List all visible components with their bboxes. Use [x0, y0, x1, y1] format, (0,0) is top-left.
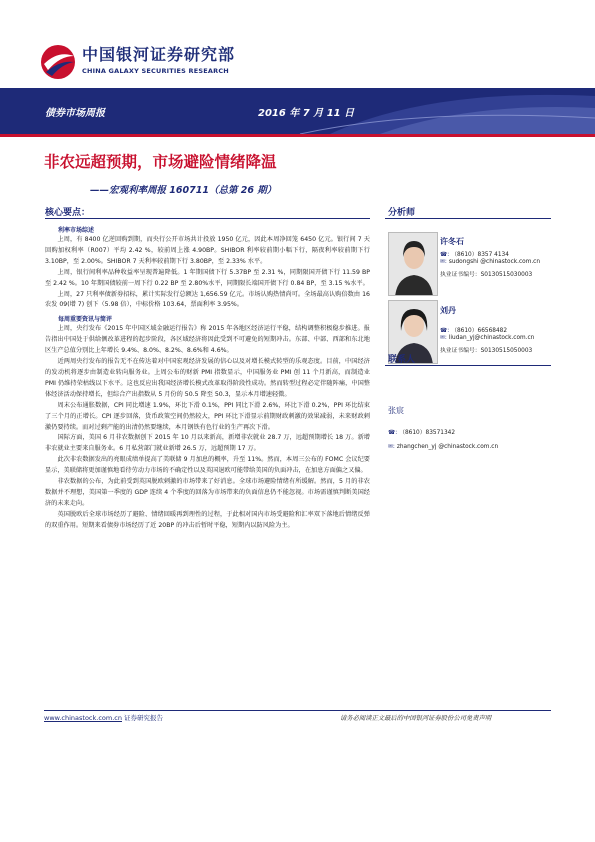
analyst-email[interactable]: ✉: sudongshi @chinastock.com.cn	[440, 259, 541, 265]
galaxy-logo-icon	[38, 42, 78, 82]
analyst-photo	[388, 232, 438, 296]
section-heading: 每周重要资讯与简评	[58, 316, 113, 324]
analyst-cert: 执业证书编号：S0130515050003	[440, 348, 533, 354]
header-red-rule	[0, 134, 595, 137]
report-type: 债券市场周报	[45, 108, 105, 119]
contact-name: 张宸	[388, 406, 404, 415]
email-icon: ✉:	[440, 335, 447, 341]
report-date: 2016 年 7 月 11 日	[258, 108, 355, 119]
analyst-name: 刘丹	[440, 306, 456, 315]
phone-icon: ☎:	[388, 430, 398, 436]
contact-heading: 联系人	[388, 355, 416, 365]
email-icon: ✉:	[388, 444, 395, 450]
analyst-phone: ☎: （8610）66568482	[440, 328, 508, 334]
phone-icon: ☎:	[440, 328, 450, 334]
paragraph: 近两周央行发布的报告无不在传达着对中国宏观经济发展的信心以及对增长模式转型的乐观态度。目前，中国经济的发动机将逐步由制造业转向服务业。上周公布的财新 PMI 指数显示，中国服务业 PMI 创 11 个月新高，而制造业 PMI 仍维持荣枯线以下水平。这也反应出我国经济增长模式改革取得阶段性成功。然而转型过程必定伴随阵痛，中国整体经济活动保持增长，但综合产出指数从 5 月份的 50.5 降至 50.3，显示本月增速轻微。	[45, 358, 370, 398]
paragraph: 非农数据的公布，为此前受到英国脱欧刺激的市场带来了好消息。全球市场避险情绪有所缓解。然而，5 月的非农数据并不理想，美国第一季度的 GDP 连续 4 个季度的回落为市场带来的负面信息仍不能忽视。市场需谨慎判断美国经济的未来走向。	[45, 478, 370, 507]
header-banner	[0, 88, 595, 134]
company-name-en: CHINA GALAXY SECURITIES RESEARCH	[82, 67, 229, 75]
contact-heading-rule	[385, 365, 551, 366]
person-portrait-icon	[389, 233, 438, 296]
company-logo	[38, 40, 298, 88]
footer-rule	[44, 710, 551, 711]
key-points-heading: 核心要点：	[45, 208, 91, 218]
contact-email[interactable]: ✉: zhangchen_yj @chinastock.com.cn	[388, 444, 499, 450]
section-heading: 利率市场综述	[58, 227, 95, 234]
phone-icon: ☎:	[440, 252, 450, 258]
footer-website[interactable]	[44, 713, 163, 722]
analyst-name: 许冬石	[440, 237, 464, 246]
analyst-email[interactable]: ✉: liudan_yj@chinastock.com.cn	[440, 335, 535, 341]
contact-phone: ☎: （8610）83571342	[388, 430, 456, 436]
main-content	[45, 222, 370, 532]
main-heading-rule	[45, 218, 370, 219]
report-title: 非农远超预期，市场避险情绪降温	[44, 153, 277, 171]
paragraph: 周末公布通胀数据，CPI 同比增速 1.9%，环比下滑 0.1%，PPI 同比下滑 2.6%，环比下滑 0.2%，PPI 环比结束了三个月的正增长。CPI 逐步回落，货币政策空间仍然较大，PPI 环比下滑显示前期财政刺激的效果减弱，未来财政刺激仍要持续。而对过剩产能的出清仍然要继续，本月钢铁有色行业的生产再次下滑。	[45, 401, 370, 431]
paragraph: 国际方面，美国 6 月非农数据创下 2015 年 10 月以来新高，新增非农就业 28.7 万，远超预期增长 18 万。新增非农就业主要来自服务业。6 月私营部门就业新增 26.5 万，远超预期 17 万。	[45, 434, 370, 453]
report-subtitle: ——宏观利率周报 160711（总第 26 期）	[90, 185, 277, 196]
analyst-phone: ☎: （8610）8357 4134	[440, 252, 509, 258]
footer-disclaimer: 请务必阅读正文最后的中国银河证券股份公司免责声明	[340, 715, 492, 722]
analyst-cert: 执业证书编号：S0130515030003	[440, 272, 533, 278]
paragraph: 上周，有 8400 亿逆回购到期，而央行公开市场共计投放 1950 亿元，因此本周净回笼 6450 亿元。银行间 7 天回购加权利率（R007）平均 2.42 %，较前周上涨 4.90BP。SHIBOR 利率较前期小幅下行，隔夜利率较前期下行 3.10BP，至 2.00%。SHIBOR 7 天利率较前期下行 3.80BP，至 2.33% 水平。	[45, 236, 370, 265]
email-icon: ✉:	[440, 259, 447, 265]
company-name-cn: 中国银河证券研究部	[82, 45, 236, 64]
analyst-heading-rule	[385, 218, 551, 219]
analyst-heading: 分析师	[388, 208, 416, 218]
paragraph: 上周，银行间利率品种收益率呈现普遍降低。1 年期国债下行 5.37BP 至 2.31 %，同期限国开债下行 11.59 BP 至 2.42 %。10 年期国债较前一周下行 0.22 BP 至 2.80%水平，同期限长端国开债下行 0.84 BP，至 3.15 %水平。	[45, 268, 370, 287]
paragraph: 此次非农数据发出的亮眼成绩单提高了美联储 9 月加息的概率，升至 11%。然而，本周三公布的 FOMC 会议纪要显示，美联储将更加谨慎地看待劳动力市场的不确定性以及英国退欧可能带给美国的负面冲击，在加息方面偏之又偏。	[45, 456, 370, 475]
paragraph: 英国脱欧后全球市场经历了避险、情绪回暖再到理性的过程，于此相对国内市场受避险和汇率双下落地后情绪反弹的双重作用。短期来看债券市场经历了近 20BP 的冲击后暂时平稳，短期内以防风险为主。	[45, 510, 370, 529]
website-link[interactable]: www.chinastock.com.cn	[44, 714, 122, 722]
footer-label: 证券研究报告	[121, 714, 164, 722]
paragraph: 上周，27 只利率债新券招标，累计实际发行总额达 1,656.59 亿元。市场认购热情尚可。全场最高认购倍数由 16 农发 09(增 7) 创下（5.98 倍），中标价格 103.64，票面利率 3.95%。	[45, 290, 370, 309]
paragraph: 上周，央行发布《2015 年中国区域金融运行报告》称 2015 年各地区经济运行平稳，结构调整积极稳步推进。报告指出中国处于供给侧改革进程的起步阶段，各区域经济将因此受到不可避免的短期冲击。东部、中部、西部和东北地区生产总值分别比上年增长 9.4%、8.0%、8.2%、8.6%和 4.6%。	[45, 325, 370, 355]
